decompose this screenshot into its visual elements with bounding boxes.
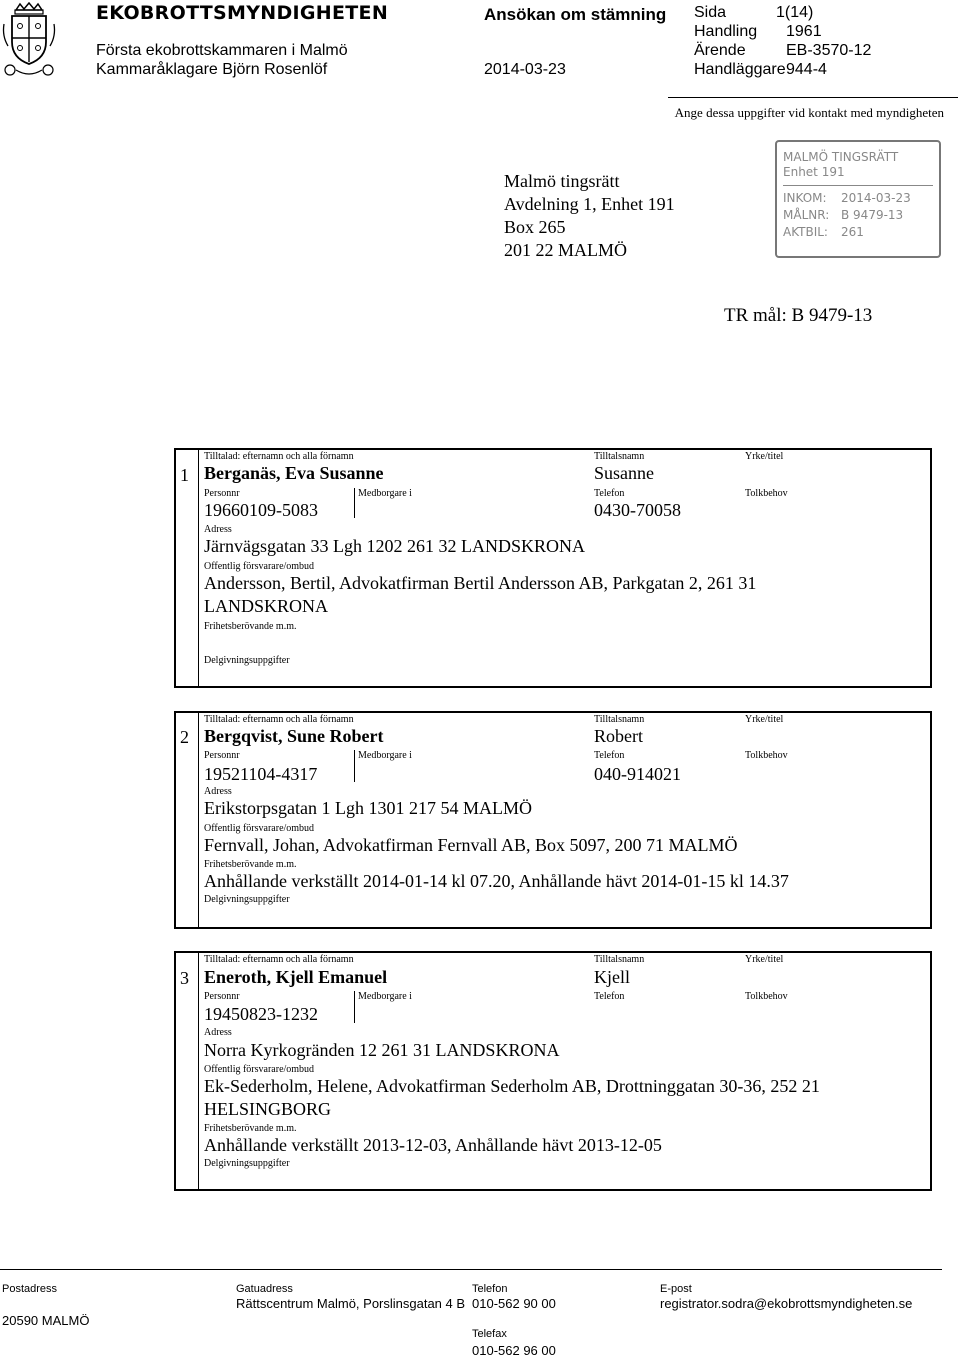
recipient-line-3: Box 265 (504, 217, 566, 237)
meta-label-document: Handling (694, 23, 758, 40)
defendant-number: 1 (180, 465, 189, 485)
label-personnr: Personnr (204, 488, 240, 499)
label-callname: Tilltalsnamn (594, 954, 645, 965)
recipient-line-4: 201 22 MALMÖ (504, 240, 628, 260)
stamp-row-inkom: INKOM: 2014-03-23 (783, 191, 911, 205)
footer-fax-value: 010-562 96 00 (472, 1343, 556, 1357)
coat-of-arms-logo (0, 2, 58, 80)
label-personnr: Personnr (204, 991, 240, 1002)
label-citizen: Medborgare i (358, 488, 412, 499)
label-counsel: Offentlig försvarare/ombud (204, 1064, 315, 1075)
label-address: Adress (204, 1027, 232, 1038)
defendant-personnr: 19521104-4317 (204, 764, 318, 784)
label-interpreter: Tolkbehov (745, 991, 788, 1002)
label-custody: Frihetsberövande m.m. (204, 859, 297, 870)
defendant-number: 2 (180, 727, 189, 747)
label-name: Tilltalad: efternamn och alla förnamn (204, 954, 354, 965)
defendant-address: Norra Kyrkogränden 12 261 31 LANDSKRONA (204, 1040, 560, 1060)
label-interpreter: Tolkbehov (745, 488, 788, 499)
defendant-callname: Robert (594, 726, 643, 746)
label-citizen: Medborgare i (358, 750, 412, 761)
defendant-block-1 (174, 448, 932, 688)
label-custody: Frihetsberövande m.m. (204, 1123, 297, 1134)
footer-phone-label: Telefon (472, 1283, 508, 1295)
defendant-personnr: 19450823-1232 (204, 1004, 318, 1024)
organization-name: EKOBROTTSMYNDIGHETEN (96, 2, 389, 24)
footer-postal-label: Postadress (2, 1283, 58, 1295)
defendant-fields (198, 450, 930, 686)
footer-postal-value: 20590 MALMÖ (2, 1313, 90, 1328)
meta-label-page: Sida (694, 4, 727, 21)
footer-fax-label: Telefax (472, 1328, 507, 1340)
defendant-address: Järnvägsgatan 33 Lgh 1202 261 32 LANDSKRONA (204, 536, 585, 556)
footer-rule (0, 1269, 942, 1270)
meta-value-document: 1961 (786, 23, 822, 40)
footer-phone-value: 010-562 90 00 (472, 1296, 556, 1311)
label-service: Delgivningsuppgifter (204, 894, 290, 905)
defendant-personnr: 19660109-5083 (204, 500, 318, 520)
court-received-stamp (775, 140, 941, 258)
field-divider (354, 488, 355, 518)
field-divider (354, 750, 355, 782)
label-name: Tilltalad: efternamn och alla förnamn (204, 714, 354, 725)
stamp-unit: Enhet 191 (783, 165, 845, 179)
label-service: Delgivningsuppgifter (204, 655, 290, 666)
field-divider (354, 991, 355, 1023)
defendant-custody: Anhållande verkställt 2013-12-03, Anhållande hävt 2013-12-05 (204, 1135, 662, 1155)
defendant-block-2 (174, 711, 932, 929)
footer-street-label: Gatuadress (236, 1283, 293, 1295)
label-title: Yrke/titel (745, 954, 784, 965)
defendant-counsel-cont: HELSINGBORG (204, 1099, 332, 1119)
label-custody: Frihetsberövande m.m. (204, 621, 297, 632)
stamp-row-aktbil: AKTBIL: 261 (783, 225, 864, 239)
label-service: Delgivningsuppgifter (204, 1158, 290, 1169)
label-name: Tilltalad: efternamn och alla förnamn (204, 451, 354, 462)
defendant-counsel: Ek-Sederholm, Helene, Advokatfirman Sederholm AB, Drottninggatan 30-36, 252 21 (204, 1076, 820, 1096)
contact-note: Ange dessa uppgifter vid kontakt med myndigheten (674, 105, 944, 120)
label-address: Adress (204, 524, 232, 535)
label-callname: Tilltalsnamn (594, 714, 645, 725)
label-phone: Telefon (594, 488, 625, 499)
label-phone: Telefon (594, 991, 625, 1002)
recipient-address (504, 170, 675, 262)
meta-label-case: Ärende (694, 42, 746, 59)
label-address: Adress (204, 786, 232, 797)
label-title: Yrke/titel (745, 451, 784, 462)
defendant-callname: Susanne (594, 463, 654, 483)
label-citizen: Medborgare i (358, 991, 412, 1002)
defendant-phone: 040-914021 (594, 764, 681, 784)
defendant-name: Berganäs, Eva Susanne (204, 463, 384, 483)
defendant-counsel: Andersson, Bertil, Advokatfirman Bertil Andersson AB, Parkgatan 2, 261 31 (204, 573, 757, 593)
court-case-number: TR mål: B 9479-13 (724, 305, 873, 326)
recipient-line-1: Malmö tingsrätt (504, 171, 620, 191)
defendant-phone: 0430-70058 (594, 500, 681, 520)
label-personnr: Personnr (204, 750, 240, 761)
defendant-counsel-cont: LANDSKRONA (204, 596, 329, 616)
defendant-name: Bergqvist, Sune Robert (204, 726, 384, 746)
footer-email-label: E-post (660, 1283, 692, 1295)
stamp-row-malnr: MÅLNR: B 9479-13 (783, 208, 904, 222)
unit-name: Första ekobrottskammaren i Malmö (96, 42, 348, 59)
label-counsel: Offentlig försvarare/ombud (204, 561, 315, 572)
stamp-court: MALMÖ TINGSRÄTT (783, 150, 899, 164)
defendant-fields (198, 953, 930, 1189)
header-rule (668, 97, 958, 98)
label-interpreter: Tolkbehov (745, 750, 788, 761)
footer-email-value[interactable]: registrator.sodra@ekobrottsmyndigheten.se (660, 1296, 913, 1311)
label-phone: Telefon (594, 750, 625, 761)
defendant-name: Eneroth, Kjell Emanuel (204, 967, 388, 987)
meta-label-handler: Handläggare (694, 61, 786, 78)
document-title: Ansökan om stämning (484, 5, 667, 24)
document-date: 2014-03-23 (484, 61, 566, 78)
defendant-address: Erikstorpsgatan 1 Lgh 1301 217 54 MALMÖ (204, 798, 532, 818)
defendant-fields (198, 713, 930, 927)
recipient-line-2: Avdelning 1, Enhet 191 (504, 194, 675, 214)
footer-street-value: Rättscentrum Malmö, Porslinsgatan 4 B (236, 1296, 466, 1311)
defendant-block-3 (174, 951, 932, 1191)
stamp-rule (783, 185, 933, 186)
label-callname: Tilltalsnamn (594, 451, 645, 462)
label-title: Yrke/titel (745, 714, 784, 725)
defendant-callname: Kjell (594, 967, 630, 987)
defendant-number: 3 (180, 968, 189, 988)
meta-value-case: EB-3570-12 (786, 42, 872, 59)
meta-value-page: 1(14) (776, 4, 814, 21)
label-counsel: Offentlig försvarare/ombud (204, 823, 315, 834)
defendant-counsel: Fernvall, Johan, Advokatfirman Fernvall AB, Box 5097, 200 71 MALMÖ (204, 835, 738, 855)
defendant-custody: Anhållande verkställt 2014-01-14 kl 07.20, Anhållande hävt 2014-01-15 kl 14.37 (204, 871, 789, 891)
meta-value-handler: 944-4 (786, 61, 827, 78)
officer-name: Kammaråklagare Björn Rosenlöf (96, 61, 328, 78)
